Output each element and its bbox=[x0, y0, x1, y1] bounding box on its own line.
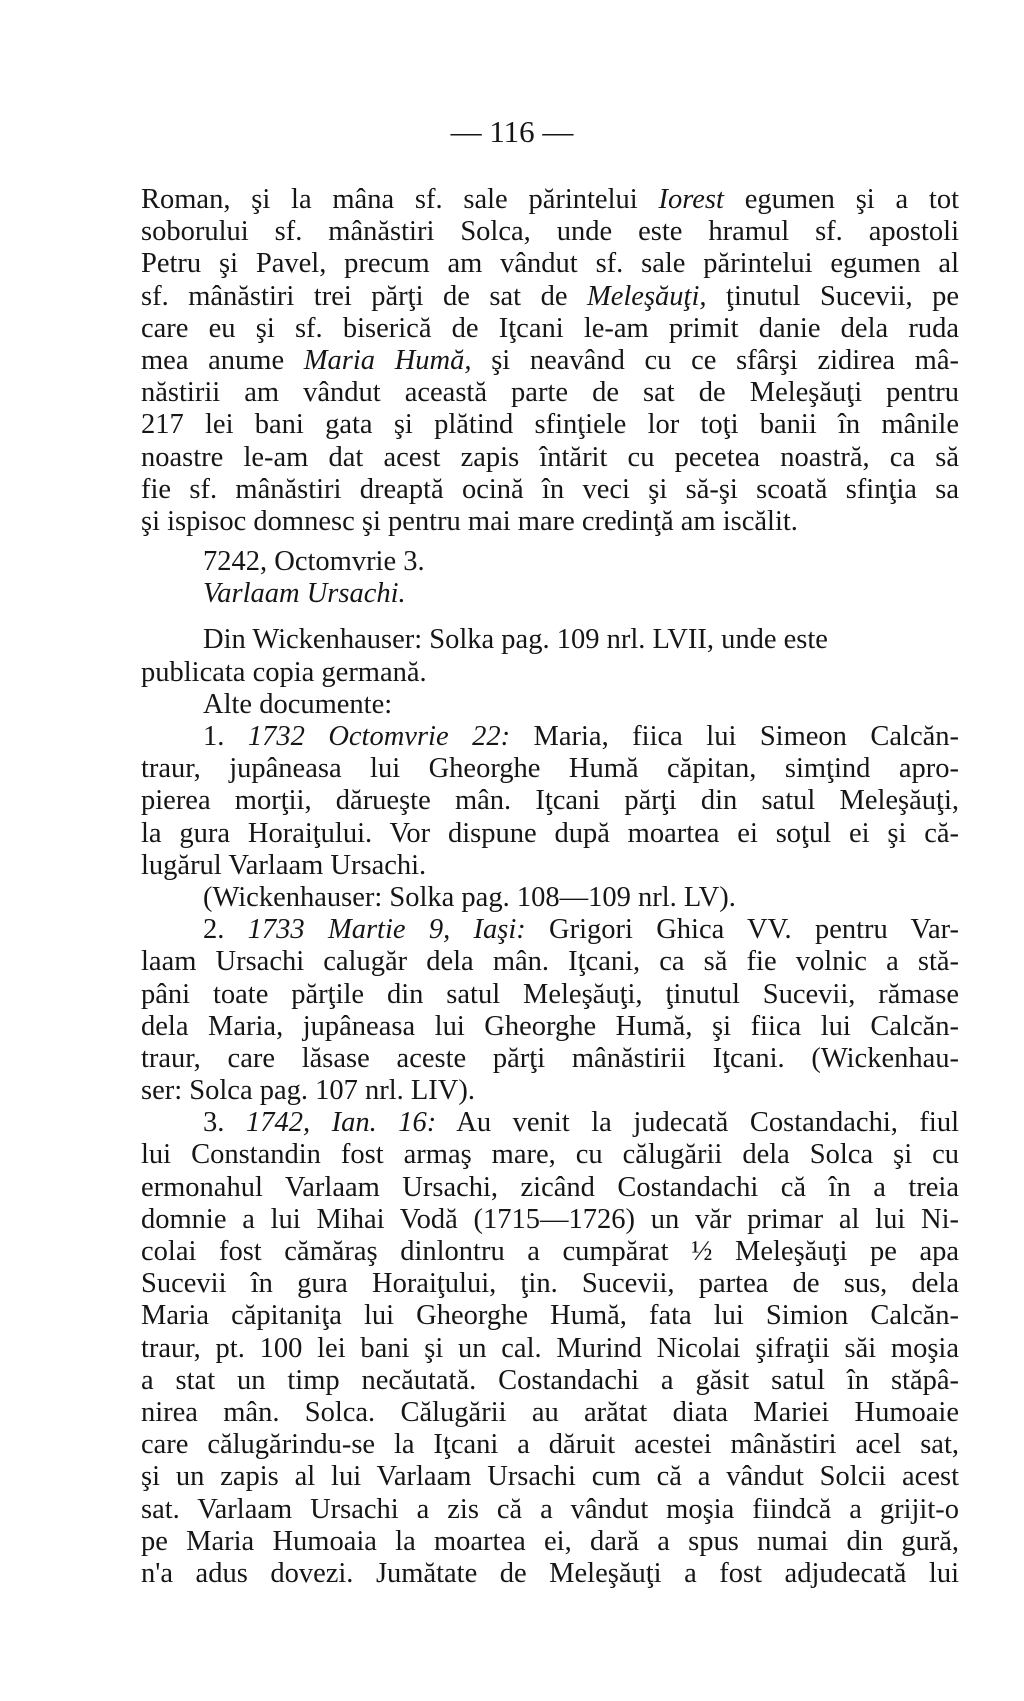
text-line: şi ispisoc domnesc şi pentru mai mare credinţă am iscălit. bbox=[141, 505, 798, 537]
italic-phrase: 1742, Ian. 16: bbox=[245, 1107, 437, 1139]
text-line: traur, pt. 100 lei bani şi un cal. Murind Nicolai şifraţii săi moşia bbox=[141, 1332, 959, 1364]
text-line: soborului sf. mânăstiri Solca, unde este hramul sf. apostoli bbox=[141, 216, 959, 248]
italic-phrase: Maria Humă, bbox=[303, 344, 472, 376]
deed-date: 7242, Octomvrie 3. bbox=[203, 546, 425, 578]
text-line: pierea morţii, dărueşte mân. Iţcani părţi din satul Meleşăuţi, bbox=[141, 785, 959, 817]
text-line: Petru şi Pavel, precum am vândut sf. sale părintelui egumen al bbox=[141, 248, 959, 280]
text-line: a stat un timp necăutată. Costandachi a găsit satul în stăpâ- bbox=[141, 1364, 959, 1396]
text-line: nirea mân. Solca. Călugării au arătat diata Mariei Humoaie bbox=[141, 1396, 959, 1428]
text-line: (Wickenhauser: Solka pag. 108—109 nrl. LV). bbox=[203, 881, 736, 913]
italic-phrase: Meleşăuţi, bbox=[587, 280, 707, 312]
text-line: Sucevii în gura Horaiţului, ţin. Sucevii, partea de sus, dela bbox=[141, 1268, 959, 1300]
text-line: sat. Varlaam Ursachi a zis că a vândut moşia fiindcă a grijit-o bbox=[141, 1493, 959, 1525]
text-line: domnie a lui Mihai Vodă (1715—1726) un văr primar al lui Ni- bbox=[141, 1203, 959, 1235]
text-line: Roman, şi la mâna sf. sale părintelui Iorest egumen şi a tot bbox=[141, 184, 959, 215]
text-line: care eu şi sf. biserică de Iţcani le-am primit danie dela ruda bbox=[141, 312, 959, 344]
text-line: 2. 1733 Martie 9, Iaşi: Grigori Ghica VV. pentru Var- bbox=[203, 914, 960, 946]
text-line: 3. 1742, Ian. 16: Au venit la judecată Costandachi, fiul bbox=[203, 1107, 959, 1139]
signature-line: Varlaam Ursachi. bbox=[203, 578, 406, 610]
text-line: fie sf. mânăstiri dreaptă ocină în veci şi să-şi scoată sfinţia sa bbox=[141, 473, 959, 505]
text-line: Din Wickenhauser: Solka pag. 109 nrl. LVII, unde este bbox=[203, 624, 828, 656]
text-line: Maria căpitaniţa lui Gheorghe Humă, fata lui Simion Calcăn- bbox=[141, 1300, 959, 1332]
text-line: dela Maria, jupâneasa lui Gheorghe Humă, şi fiica lui Calcăn- bbox=[141, 1010, 959, 1042]
text-line: 217 lei bani gata şi plătind sfinţiele lor toţi banii în mânile bbox=[141, 409, 959, 441]
document-body bbox=[141, 184, 959, 1590]
section-heading: Alte documente: bbox=[203, 688, 393, 720]
text-line: noastre le-am dat acest zapis întărit cu pecetea noastră, ca să bbox=[141, 441, 959, 473]
text-line: pâni toate părţile din satul Meleşăuţi, ţinutul Sucevii, rămase bbox=[141, 978, 959, 1010]
text-line: la gura Horaiţului. Vor dispune după moartea ei soţul ei şi că- bbox=[141, 817, 959, 849]
italic-phrase: Iorest bbox=[658, 184, 724, 215]
text-line: colai fost cămăraş dinlontru a cumpărat ½ Meleşăuţi pe apa bbox=[141, 1236, 959, 1267]
italic-phrase: 1733 Martie 9, Iaşi: bbox=[247, 914, 526, 946]
text-line: pe Maria Humoaia la moartea ei, dară a spus numai din gură, bbox=[141, 1525, 959, 1557]
text-line: ser: Solca pag. 107 nrl. LIV). bbox=[141, 1075, 475, 1107]
text-line: traur, jupâneasa lui Gheorghe Humă căpitan, simţind apro- bbox=[141, 753, 959, 785]
text-line: ermonahul Varlaam Ursachi, zicând Costandachi că în a treia bbox=[141, 1171, 959, 1203]
text-line: lui Constandin fost armaş mare, cu călugării dela Solca şi cu bbox=[141, 1139, 959, 1171]
text-line: sf. mânăstiri trei părţi de sat de Meleşăuţi, ţinutul Sucevii, pe bbox=[141, 280, 959, 312]
text-line: mea anume Maria Humă, şi neavând cu ce sfârşi zidirea mâ- bbox=[141, 344, 959, 376]
document-item-1 bbox=[141, 721, 959, 914]
text-line: şi un zapis al lui Varlaam Ursachi cum că a vândut Solcii acest bbox=[141, 1461, 959, 1493]
text-line: lugărul Varlaam Ursachi. bbox=[141, 849, 427, 881]
italic-phrase: 1732 Octomvrie 22: bbox=[247, 721, 511, 752]
text-line: traur, care lăsase aceste părţi mânăstirii Iţcani. (Wickenhau- bbox=[141, 1042, 959, 1074]
text-line: n'a adus dovezi. Jumătate de Meleşăuţi a fost adjudecată lui bbox=[141, 1557, 959, 1589]
text-line: publicata copia germană. bbox=[141, 656, 427, 688]
text-line: care călugărindu-se la Iţcani a dăruit acestei mânăstiri acel sat, bbox=[141, 1429, 959, 1461]
document-item-2 bbox=[141, 914, 959, 1107]
text-line: 1. 1732 Octomvrie 22: Maria, fiica lui Simeon Calcăn- bbox=[203, 721, 959, 752]
text-line: năstirii am vândut această parte de sat de Meleşăuţi pentru bbox=[141, 377, 959, 409]
deed-paragraph bbox=[141, 184, 959, 538]
text-line: laam Ursachi calugăr dela mân. Iţcani, ca să fie volnic a stă- bbox=[141, 946, 959, 978]
source-note bbox=[141, 624, 959, 688]
page-number: — 116 — bbox=[450, 114, 574, 149]
document-item-3 bbox=[141, 1107, 959, 1590]
